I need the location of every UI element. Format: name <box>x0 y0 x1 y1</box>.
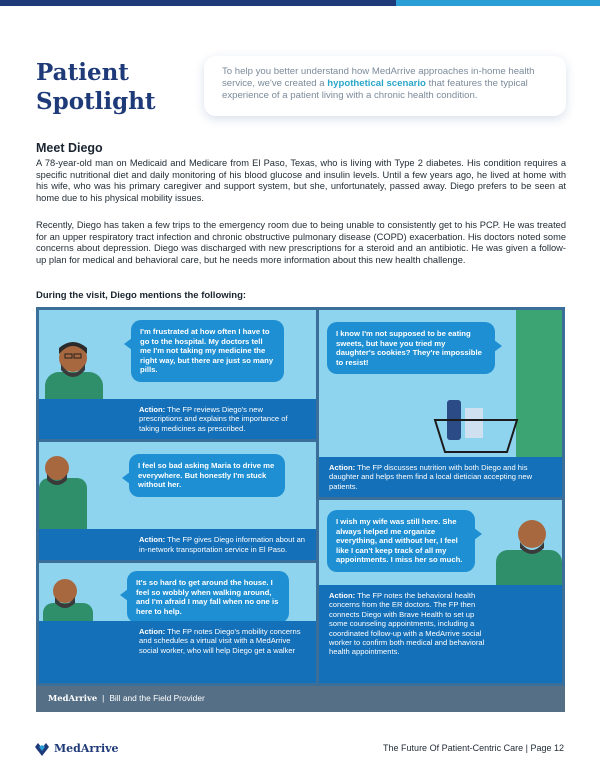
action-text: The FP notes Diego's mobility concerns and schedules a virtual visit with a MedArrive social worker, who will help Diego get a walker <box>139 627 301 655</box>
intro-card <box>204 56 566 116</box>
separator: | <box>102 693 105 703</box>
action-label: Action: <box>329 462 356 472</box>
section-heading: Meet Diego <box>36 141 103 155</box>
footer-brand: MedArrive <box>54 742 119 755</box>
intro-highlight: hypothetical scenario <box>327 78 426 89</box>
medarrive-logo-icon <box>34 741 50 757</box>
page-title <box>36 58 156 116</box>
action-label: Action: <box>139 627 166 636</box>
footer-doc-title: The Future Of Patient-Centric Care <box>383 743 524 753</box>
grocery-basket-icon <box>431 394 521 454</box>
comic-logo: MedArrive <box>48 693 98 703</box>
action-box-2 <box>39 529 316 560</box>
page-number: Page 12 <box>530 743 564 753</box>
footer-doc-info <box>383 743 564 753</box>
intro-text-end: that features the typical experience of a patient living with a chronic health condition. <box>222 78 528 101</box>
speech-bubble-5: I wish my wife was still here. She always helped me organize everything, and without her, I feel like I can't keep track of all my appointments. I miss her so much. <box>327 510 475 572</box>
comic-footer <box>36 686 565 712</box>
speech-bubble-4: I know I'm not supposed to be eating sweets, but have you tried my daughter's cookies? They're impossible to resist! <box>327 322 495 374</box>
comic-panel-4 <box>319 310 562 497</box>
visit-subheading: During the visit, Diego mentions the following: <box>36 290 247 301</box>
action-label: Action: <box>139 404 166 414</box>
story-paragraph-1: A 78-year-old man on Medicaid and Medicare from El Paso, Texas, who is living with Type 2 diabetes. His condition requires a specific nutritional diet and daily monitoring of his blood glucose and insulin levels. Until a few years ago, he lived at home with his wife, who was his primary caregiver and support system, but she, unfortunately, passed away. Diego prefers to be seen at home due to his physical mobility issues. <box>36 158 566 203</box>
title-line-2: Spotlight <box>36 88 156 115</box>
action-text: The FP notes the behavioral health concerns from the ER doctors. The FP then connects Diego with Brave Health to set up some counseling appointments, including a coordinated follow-up with a MedArrive social worker to confirm both medical and behavioral health appointments. <box>329 591 485 657</box>
footer-logo <box>34 741 119 757</box>
action-box-3 <box>39 621 316 683</box>
comic-panel-3 <box>39 563 316 683</box>
action-box-5 <box>319 585 562 683</box>
comic-panel-2 <box>39 442 316 560</box>
comic-panel-5 <box>319 500 562 683</box>
speech-bubble-3: It's so hard to get around the house. I feel so wobbly when walking around, and I'm afraid I may fall when no one is here to help. <box>127 571 289 623</box>
story-paragraph-2: Recently, Diego has taken a few trips to the emergency room due to being unable to consistently get to his PCP. He was treated for an upper respiratory tract infection and chronic obstructive pulmonary disease (COPD) exacerbation. His doctors noted some concerns about depression. Diego was discharged with new prescriptions for a steroid and an antibiotic. He was given a follow-up plan for medical and behavioral care, but he needs more information about this new health challenge. <box>36 220 566 265</box>
comic-caption: Bill and the Field Provider <box>109 693 205 703</box>
intro-text: To help you better understand how MedArrive approaches in-home health service, we've created a <box>222 66 535 89</box>
action-text: The FP discusses nutrition with both Diego and his daughter and helps them find a local dietician accepting new patients. <box>329 462 533 491</box>
action-label: Action: <box>329 591 356 600</box>
action-text: The FP reviews Diego's new prescriptions and explains the importance of taking medicines as prescribed. <box>139 404 288 433</box>
action-text: The FP gives Diego information about an in-network transportation service in El Paso. <box>139 535 306 554</box>
footer-separator: | <box>525 743 531 753</box>
speech-bubble-1: I'm frustrated at how often I have to go to the hospital. My doctors tell me I'm not taking my medicine the right way, but there are just so many pills. <box>131 320 284 382</box>
comic-panel-1 <box>39 310 316 439</box>
action-label: Action: <box>139 535 166 545</box>
comic-strip <box>36 307 565 712</box>
speech-bubble-2: I feel so bad asking Maria to drive me everywhere. But honestly I'm stuck without her. <box>129 454 285 497</box>
action-box-4 <box>319 457 562 497</box>
top-color-bar <box>0 0 600 6</box>
top-accent-bar <box>396 0 600 6</box>
action-box-1 <box>39 399 316 439</box>
title-line-1: Patient <box>36 59 129 86</box>
